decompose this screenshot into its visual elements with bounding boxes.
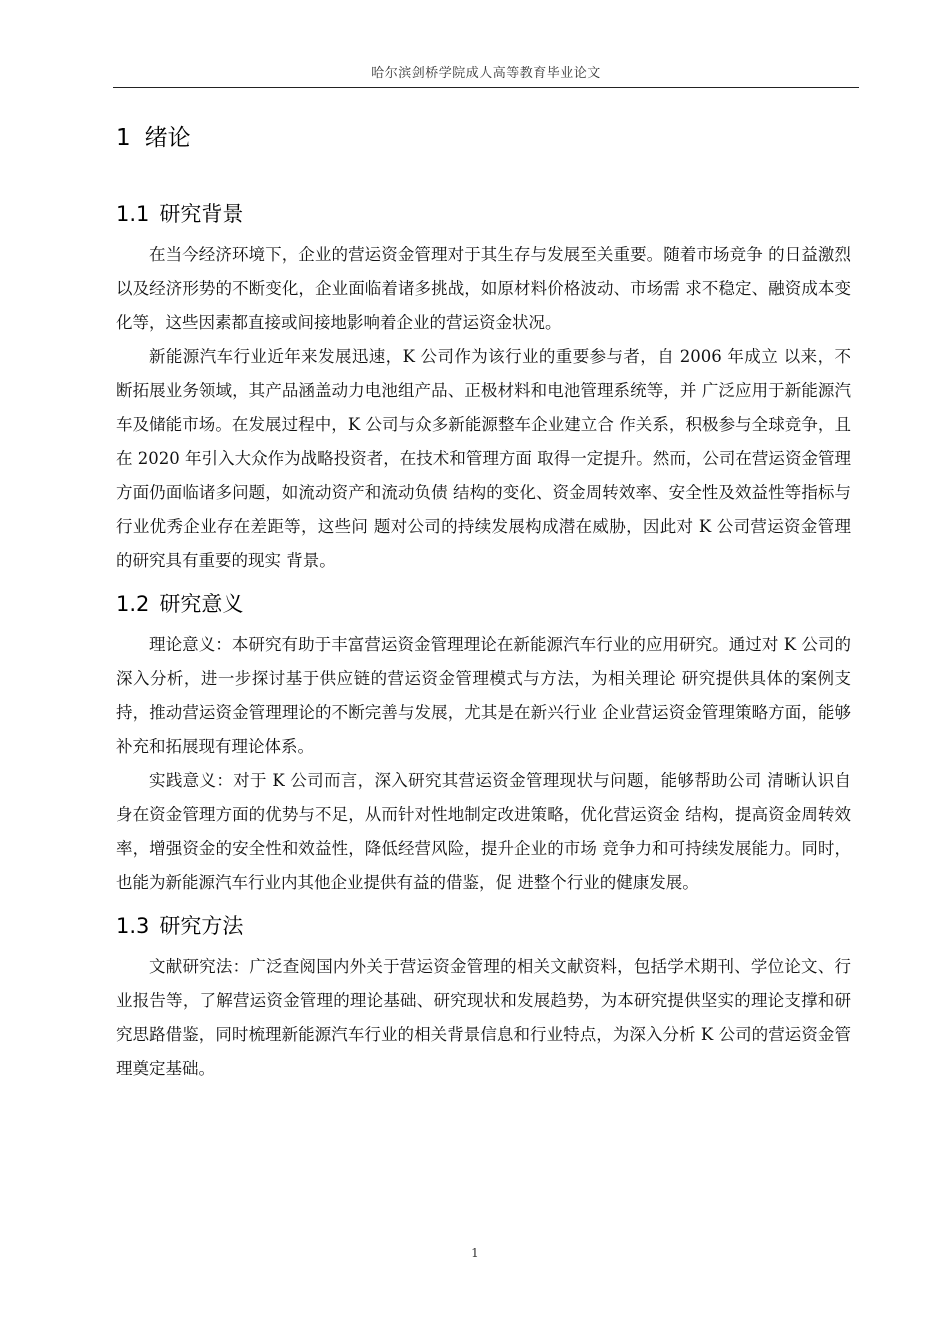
chapter-number: 1 — [116, 125, 131, 151]
chapter-title — [116, 118, 851, 158]
header-divider — [113, 87, 859, 88]
paragraph: 在当今经济环境下，企业的营运资金管理对于其生存与发展至关重要。随着市场竞争 的日益激烈以及经济形势的不断变化，企业面临着诸多挑战，如原材料价格波动、市场需 求不稳定、融资成本变化等，这些因素都直接或间接地影响着企业的营运资金状况。 — [116, 245, 851, 332]
section-number: 1.3 — [116, 914, 150, 938]
page-number: 1 — [471, 1246, 479, 1260]
paragraph: 理论意义：本研究有助于丰富营运资金管理理论在新能源汽车行业的应用研究。通过对 K 公司的深入分析，进一步探讨基于供应链的营运资金管理模式与方法，为相关理论 研究提供具体的案例支持，推动营运资金管理理论的不断完善与发展，尤其是在新兴行业 企业营运资金管理策略方面，能够补充和拓展现有理论体系。 — [116, 635, 851, 756]
running-header: 哈尔滨剑桥学院成人高等教育毕业论文 — [371, 66, 601, 81]
section-number: 1.1 — [116, 202, 150, 226]
paragraph: 新能源汽车行业近年来发展迅速，K 公司作为该行业的重要参与者，自 2006 年成立 以来，不断拓展业务领域，其产品涵盖动力电池组产品、正极材料和电池管理系统等，并 广泛应用于新能源汽车及储能市场。在发展过程中，K 公司与众多新能源整车企业建立合 作关系，积极参与全球竞争，且在 2020 年引入大众作为战略投资者，在技术和管理方面 取得一定提升。然而，公司在营运资金管理方面仍面临诸多问题，如流动资产和流动负债 结构的变化、资金周转效率、安全性及效益性等指标与行业优秀企业存在差距等，这些问 题对公司的持续发展构成潜在威胁，因此对 K 公司营运资金管理的研究具有重要的现实 背景。 — [116, 347, 851, 570]
section-number: 1.2 — [116, 592, 150, 616]
document-body — [113, 118, 851, 1086]
section-title-text: 研究意义 — [159, 592, 244, 616]
chapter-title-text: 绪论 — [144, 125, 191, 151]
section-title-background — [116, 196, 851, 232]
section-title-text: 研究背景 — [159, 202, 244, 226]
section-title-methods — [116, 908, 851, 944]
paragraph: 实践意义：对于 K 公司而言，深入研究其营运资金管理现状与问题，能够帮助公司 清晰认识自身在资金管理方面的优势与不足，从而针对性地制定改进策略，优化营运资金 结构，提高资金周转效率，增强资金的安全性和效益性，降低经营风险，提升企业的市场 竞争力和可持续发展能力。同时，也能为新能源汽车行业内其他企业提供有益的借鉴，促 进整个行业的健康发展。 — [116, 771, 851, 892]
section-title-significance — [116, 586, 851, 622]
paragraph: 文献研究法：广泛查阅国内外关于营运资金管理的相关文献资料，包括学术期刊、学位论文、行业报告等，了解营运资金管理的理论基础、研究现状和发展趋势，为本研究提供坚实的理论支撑和研究思路借鉴，同时梳理新能源汽车行业的相关背景信息和行业特点，为深入分析 K 公司的营运资金管理奠定基础。 — [116, 957, 851, 1078]
section-title-text: 研究方法 — [159, 914, 244, 938]
